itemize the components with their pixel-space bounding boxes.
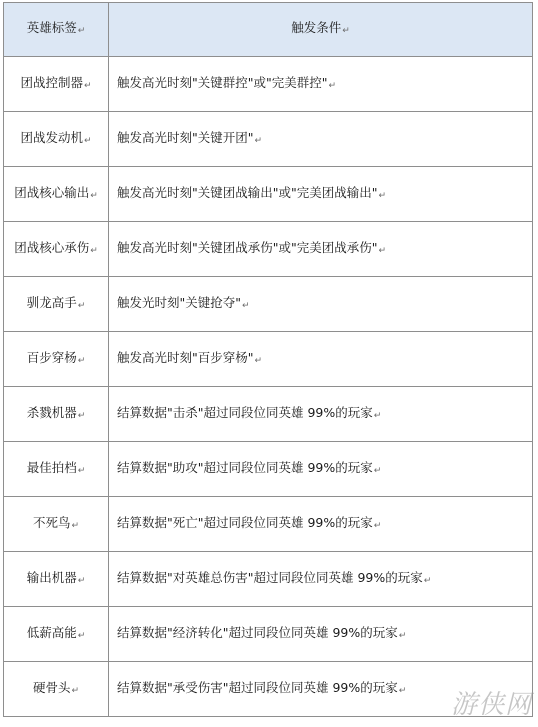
hero-tag-table xyxy=(3,2,533,717)
hero-tag-cell xyxy=(4,57,109,112)
paragraph-mark-icon: ↵ xyxy=(77,355,86,366)
hero-tag-text: 团战发动机 xyxy=(20,129,83,145)
condition-text: 结算数据"承受伤害"超过同段位同英雄 99%的玩家 xyxy=(117,679,398,695)
hero-tag-cell xyxy=(4,662,109,717)
paragraph-mark-icon: ↵ xyxy=(71,520,80,531)
table-row xyxy=(4,442,533,497)
paragraph-mark-icon: ↵ xyxy=(373,410,382,421)
hero-tag-cell xyxy=(4,222,109,277)
paragraph-mark-icon: ↵ xyxy=(77,465,86,476)
paragraph-mark-icon: ↵ xyxy=(254,355,263,366)
condition-cell xyxy=(109,222,533,277)
header-cell-trigger-condition xyxy=(109,3,533,57)
table-row xyxy=(4,57,533,112)
condition-cell xyxy=(109,607,533,662)
paragraph-mark-icon: ↵ xyxy=(373,465,382,476)
table-row xyxy=(4,607,533,662)
paragraph-mark-icon: ↵ xyxy=(77,300,86,311)
hero-tag-text: 输出机器 xyxy=(26,569,77,585)
hero-tag-cell xyxy=(4,167,109,222)
condition-text: 结算数据"对英雄总伤害"超过同段位同英雄 99%的玩家 xyxy=(117,569,423,585)
hero-tag-cell xyxy=(4,387,109,442)
condition-cell xyxy=(109,442,533,497)
hero-tag-cell xyxy=(4,552,109,607)
table-row xyxy=(4,387,533,442)
condition-cell xyxy=(109,167,533,222)
table-row xyxy=(4,552,533,607)
table-row xyxy=(4,222,533,277)
paragraph-mark-icon: ↵ xyxy=(90,245,98,256)
condition-cell xyxy=(109,277,533,332)
hero-tag-text: 驯龙高手 xyxy=(26,294,77,310)
hero-tag-cell xyxy=(4,497,109,552)
condition-text: 触发光时刻"关键抢夺" xyxy=(117,294,241,310)
header-cell-hero-tag xyxy=(4,3,109,57)
table-body xyxy=(4,3,533,717)
header-label: 英雄标签 xyxy=(26,20,77,35)
condition-text: 结算数据"死亡"超过同段位同英雄 99%的玩家 xyxy=(117,514,373,530)
paragraph-mark-icon: ↵ xyxy=(77,630,86,641)
condition-cell xyxy=(109,332,533,387)
condition-text: 触发高光时刻"百步穿杨" xyxy=(117,349,254,365)
paragraph-mark-icon: ↵ xyxy=(378,245,387,256)
paragraph-mark-icon: ↵ xyxy=(83,135,92,146)
watermark-logo xyxy=(451,691,532,719)
hero-tag-text: 不死鸟 xyxy=(32,514,71,530)
table-row xyxy=(4,332,533,387)
hero-tag-cell xyxy=(4,112,109,167)
hero-tag-cell xyxy=(4,607,109,662)
paragraph-mark-icon: ↵ xyxy=(77,575,86,586)
paragraph-mark-icon: ↵ xyxy=(77,26,86,36)
condition-text: 触发高光时刻"关键群控"或"完美群控" xyxy=(117,74,328,90)
condition-cell xyxy=(109,387,533,442)
condition-cell xyxy=(109,112,533,167)
paragraph-mark-icon: ↵ xyxy=(90,190,98,201)
condition-text: 结算数据"击杀"超过同段位同英雄 99%的玩家 xyxy=(117,404,373,420)
hero-tag-text: 百步穿杨 xyxy=(26,349,77,365)
table-row xyxy=(4,167,533,222)
paragraph-mark-icon: ↵ xyxy=(242,300,250,311)
condition-text: 触发高光时刻"关键开团" xyxy=(117,129,254,145)
hero-tag-text: 团战控制器 xyxy=(20,74,83,90)
condition-text: 结算数据"助攻"超过同段位同英雄 99%的玩家 xyxy=(117,459,373,475)
paragraph-mark-icon: ↵ xyxy=(328,80,337,91)
hero-tag-cell xyxy=(4,442,109,497)
table-row xyxy=(4,497,533,552)
table-row xyxy=(4,112,533,167)
condition-cell xyxy=(109,57,533,112)
paragraph-mark-icon: ↵ xyxy=(423,575,432,586)
hero-tag-cell xyxy=(4,277,109,332)
hero-tag-text: 最佳拍档 xyxy=(26,459,77,475)
paragraph-mark-icon: ↵ xyxy=(71,685,80,696)
paragraph-mark-icon: ↵ xyxy=(378,190,387,201)
paragraph-mark-icon: ↵ xyxy=(83,80,92,91)
condition-text: 触发高光时刻"关键团战承伤"或"完美团战承伤" xyxy=(117,239,378,255)
hero-tag-cell xyxy=(4,332,109,387)
condition-cell xyxy=(109,552,533,607)
watermark-text: 游侠网 xyxy=(450,690,532,720)
header-label: 触发条件 xyxy=(291,20,342,35)
hero-tag-text: 杀戮机器 xyxy=(26,404,77,420)
condition-cell xyxy=(109,497,533,552)
hero-tag-text: 团战核心输出 xyxy=(14,184,90,200)
hero-tag-text: 硬骨头 xyxy=(32,679,71,695)
paragraph-mark-icon: ↵ xyxy=(398,685,407,696)
paragraph-mark-icon: ↵ xyxy=(254,135,263,146)
paragraph-mark-icon: ↵ xyxy=(342,26,350,36)
condition-text: 触发高光时刻"关键团战输出"或"完美团战输出" xyxy=(117,184,378,200)
table-row xyxy=(4,277,533,332)
paragraph-mark-icon: ↵ xyxy=(77,410,86,421)
hero-tag-text: 团战核心承伤 xyxy=(14,239,90,255)
condition-text: 结算数据"经济转化"超过同段位同英雄 99%的玩家 xyxy=(117,624,398,640)
table-header-row xyxy=(4,3,533,57)
hero-tag-text: 低薪高能 xyxy=(26,624,77,640)
paragraph-mark-icon: ↵ xyxy=(373,520,382,531)
paragraph-mark-icon: ↵ xyxy=(398,630,407,641)
